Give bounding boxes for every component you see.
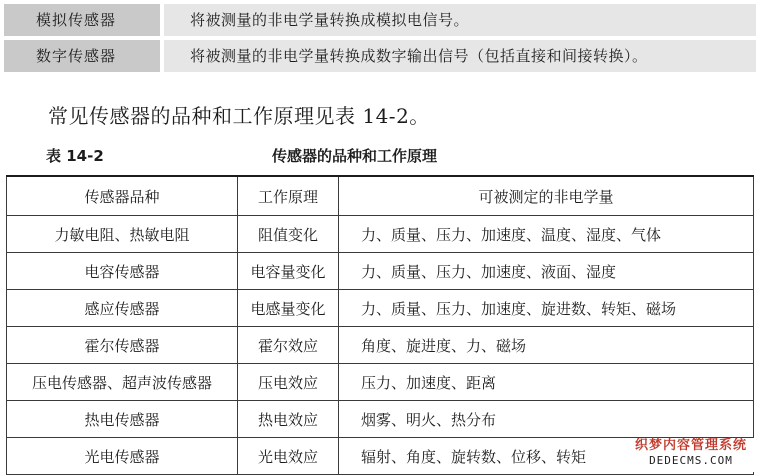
site-watermark	[626, 438, 756, 472]
table-row	[7, 290, 754, 327]
watermark-title: 织梦内容管理系统	[634, 438, 747, 453]
classification-name: 数字传感器	[4, 40, 160, 72]
cell-sensor-type: 压电传感器、超声波传感器	[7, 364, 238, 401]
cell-quantities: 烟雾、明火、热分布	[339, 401, 754, 438]
table-row	[7, 327, 754, 364]
cell-principle: 电容量变化	[238, 253, 339, 290]
table-caption-title: 传感器的品种和工作原理	[272, 147, 438, 165]
intro-paragraph: 常见传感器的品种和工作原理见表 14-2。	[48, 104, 430, 128]
cell-quantities: 力、质量、压力、加速度、旋进数、转矩、磁场	[339, 290, 754, 327]
table-row	[7, 364, 754, 401]
cell-sensor-type: 热电传感器	[7, 401, 238, 438]
cell-quantities: 角度、旋进度、力、磁场	[339, 327, 754, 364]
cell-quantities: 力、质量、压力、加速度、液面、湿度	[339, 253, 754, 290]
cell-quantities: 力、质量、压力、加速度、温度、湿度、气体	[339, 216, 754, 253]
cell-sensor-type: 力敏电阻、热敏电阻	[7, 216, 238, 253]
header-sensor-type: 传感器品种	[7, 176, 238, 216]
cell-quantities: 压力、加速度、距离	[339, 364, 754, 401]
classification-name: 模拟传感器	[4, 4, 160, 36]
table-caption-number: 表 14-2	[46, 147, 104, 165]
cell-principle: 压电效应	[238, 364, 339, 401]
classification-row	[4, 4, 756, 36]
table-row	[7, 216, 754, 253]
sensor-table	[6, 175, 754, 475]
table-row	[7, 253, 754, 290]
cell-sensor-type: 电容传感器	[7, 253, 238, 290]
table-row	[7, 401, 754, 438]
cell-principle: 霍尔效应	[238, 327, 339, 364]
header-quantities: 可被测定的非电学量	[339, 176, 754, 216]
cell-quantities: 辐射、角度、旋转数、位移、转矩	[339, 438, 754, 475]
header-principle: 工作原理	[238, 176, 339, 216]
table-header-row	[7, 176, 754, 216]
watermark-domain: DEDECMS.COM	[649, 454, 733, 467]
cell-principle: 光电效应	[238, 438, 339, 475]
classification-row	[4, 40, 756, 72]
classification-description: 将被测量的非电学量转换成模拟电信号。	[164, 4, 756, 36]
cell-sensor-type: 光电传感器	[7, 438, 238, 475]
cell-sensor-type: 感应传感器	[7, 290, 238, 327]
classification-description: 将被测量的非电学量转换成数字输出信号（包括直接和间接转换）。	[164, 40, 756, 72]
cell-principle: 热电效应	[238, 401, 339, 438]
cell-principle: 电感量变化	[238, 290, 339, 327]
cell-sensor-type: 霍尔传感器	[7, 327, 238, 364]
cell-principle: 阻值变化	[238, 216, 339, 253]
